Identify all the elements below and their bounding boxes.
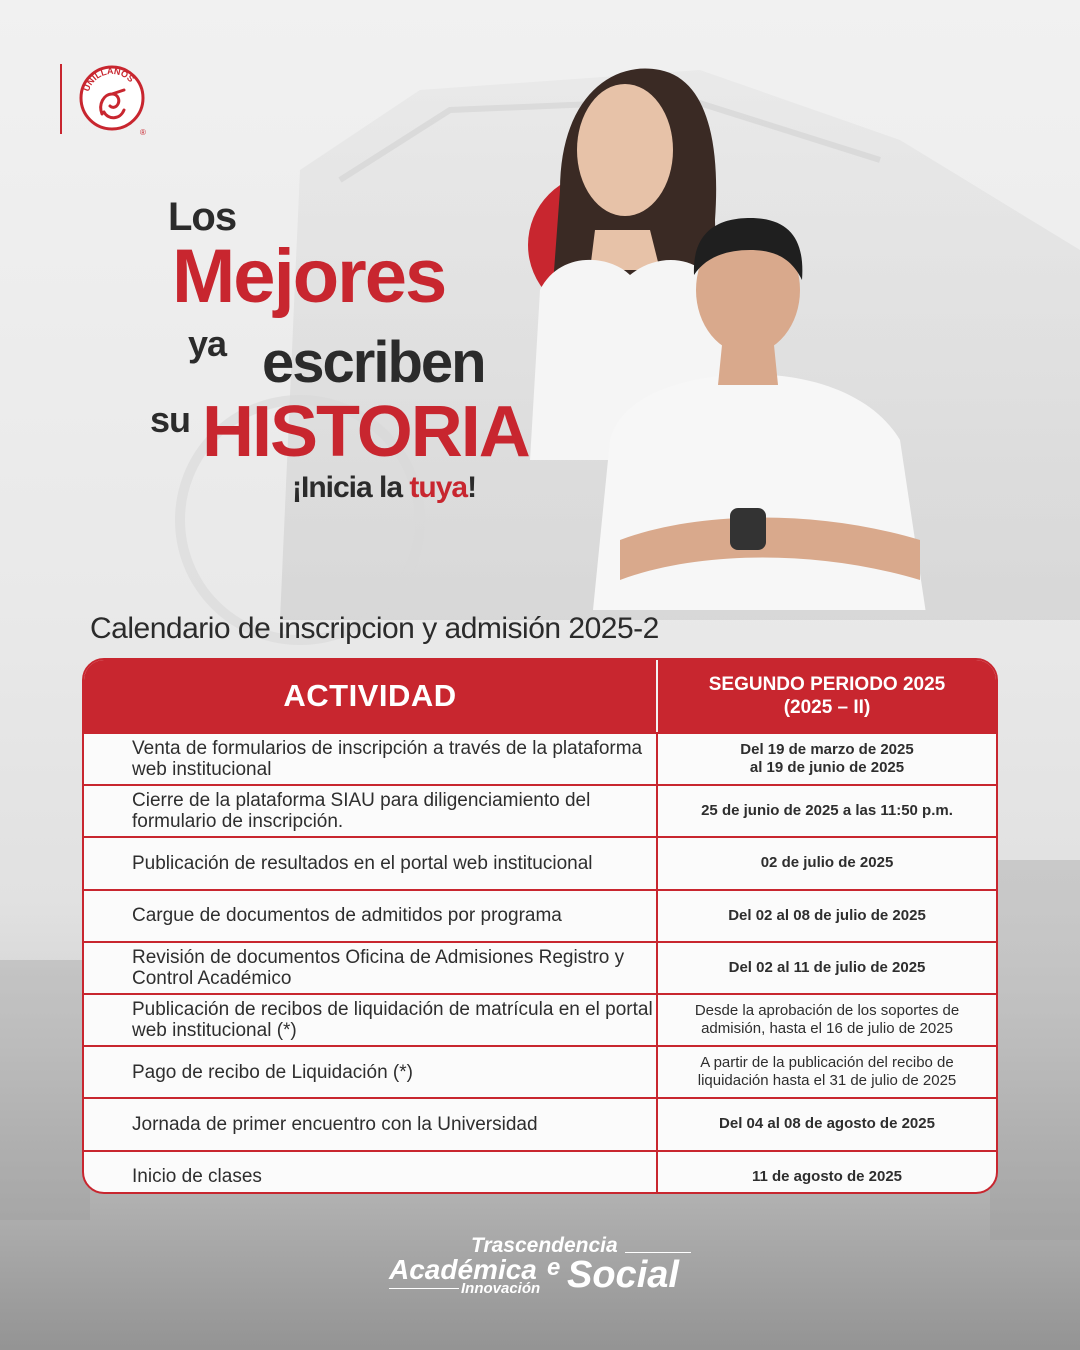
period-cell: A partir de la publicación del recibo de liquidación hasta el 31 de julio de 2025	[697, 1054, 957, 1090]
table-row	[84, 941, 996, 993]
activity-cell: Publicación de resultados en el portal web institucional	[132, 852, 593, 874]
headline-mejores: Mejores	[172, 234, 446, 319]
slogan-academica: Académica	[389, 1254, 537, 1285]
activity-cell: Revisión de documentos Oficina de Admisiones Registro y Control Académico	[132, 946, 625, 989]
slogan-line	[625, 1252, 691, 1253]
inicia-highlight: tuya	[409, 471, 468, 504]
table-row	[84, 1045, 996, 1097]
table-row	[84, 1097, 996, 1149]
period-cell: Desde la aprobación de los soportes de admisión, hasta el 16 de julio de 2025	[694, 1002, 960, 1038]
headline	[150, 195, 580, 515]
headline-inicia	[292, 471, 476, 505]
header-activity: ACTIVIDAD	[283, 678, 457, 713]
period-cell: 02 de julio de 2025	[760, 854, 894, 872]
activity-cell: Cierre de la plataforma SIAU para diligenciamiento del formulario de inscripción.	[132, 790, 591, 833]
header-period	[658, 660, 996, 732]
registered-mark: ®	[140, 128, 146, 137]
headline-escriben: escriben	[262, 330, 485, 395]
activity-cell: Jornada de primer encuentro con la Universidad	[132, 1113, 538, 1135]
calendar-title: Calendario de inscripcion y admisión 2025-2	[90, 612, 659, 645]
table-body	[84, 732, 996, 1194]
period-cell: Del 04 al 08 de agosto de 2025	[719, 1115, 935, 1133]
table-header	[84, 660, 996, 732]
table-row	[84, 784, 996, 836]
table-row	[84, 993, 996, 1045]
table-row	[84, 836, 996, 888]
period-cell: Del 19 de marzo de 2025 al 19 de junio de 2025	[740, 741, 914, 777]
table-row	[84, 889, 996, 941]
inicia-prefix: ¡Inicia la	[292, 471, 410, 504]
activity-cell: Inicio de clases	[132, 1166, 262, 1188]
period-cell: Del 02 al 11 de julio de 2025	[728, 958, 926, 976]
headline-ya: ya	[188, 323, 227, 364]
headline-historia: HISTORIA	[202, 392, 529, 472]
inicia-suffix: !	[467, 471, 477, 504]
header-period-line2: (2025 – II)	[783, 697, 871, 718]
slogan-e: e	[547, 1254, 561, 1281]
slogan-line-bottom	[389, 1288, 459, 1289]
brand-logo	[60, 64, 160, 144]
activity-cell: Publicación de recibos de liquidación de matrícula en el portal web institucional (*)	[132, 999, 653, 1042]
footer-slogan	[385, 1232, 705, 1302]
headline-su: su	[150, 399, 191, 440]
table-row	[84, 1150, 996, 1195]
admission-calendar-table	[82, 658, 998, 1194]
period-cell: Del 02 al 08 de julio de 2025	[728, 906, 926, 924]
activity-cell: Cargue de documentos de admitidos por programa	[132, 905, 562, 927]
period-cell: 11 de agosto de 2025	[751, 1167, 903, 1185]
activity-cell: Pago de recibo de Liquidación (*)	[132, 1061, 413, 1083]
slogan-social: Social	[567, 1254, 679, 1296]
logo-divider	[60, 64, 62, 134]
slogan-trascendencia: Trascendencia	[471, 1234, 618, 1257]
activity-cell: Venta de formularios de inscripción a través de la plataforma web institucional	[132, 738, 643, 781]
period-cell: 25 de junio de 2025 a las 11:50 p.m.	[701, 802, 953, 820]
logo-text: UNILLANOS	[81, 65, 137, 93]
unillanos-heron-logo-icon	[78, 64, 146, 132]
header-period-line1: SEGUNDO PERIODO 2025	[708, 674, 946, 695]
slogan-innovacion: Innovación	[461, 1280, 541, 1297]
table-row	[84, 732, 996, 784]
headline-los: Los	[168, 195, 237, 239]
